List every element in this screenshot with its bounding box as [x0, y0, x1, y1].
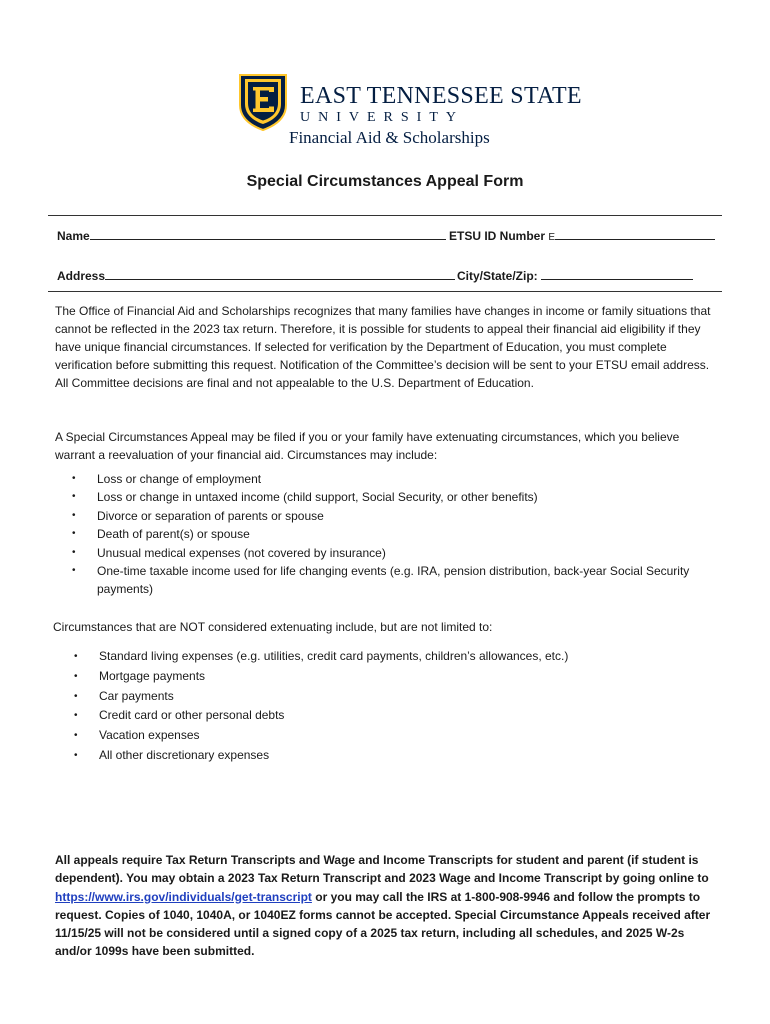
list-item: • Death of parent(s) or spouse — [72, 527, 250, 542]
appeal-paragraph: A Special Circumstances Appeal may be filed if you or your family have extenuating circumstances, which you believe warrant a reevaluation of your financial aid. Circumstances may include: — [55, 430, 680, 462]
etsu-logo — [238, 70, 582, 150]
university-name: EAST TENNESSEE STATE — [300, 83, 582, 109]
etsu-id-input-line[interactable] — [555, 228, 715, 240]
address-label: Address — [57, 269, 106, 283]
city-state-zip-label: City/State/Zip: — [457, 269, 538, 283]
list-item: • Standard living expenses (e.g. utilities, credit card payments, children’s allowances, etc.) — [74, 649, 569, 663]
list-item: • Car payments — [74, 688, 174, 703]
irs-transcript-link[interactable]: https://www.irs.gov/individuals/get-transcript — [55, 889, 312, 904]
department-name: Financial Aid & Scholarships — [289, 128, 490, 147]
city-state-zip-field[interactable] — [457, 268, 693, 283]
excluded-circumstances-list — [74, 647, 719, 766]
list-item: • One-time taxable income used for life changing events (e.g. IRA, pension distribution, back-year Social Security payments) — [72, 564, 690, 597]
list-item: • Unusual medical expenses (not covered by insurance) — [72, 545, 386, 560]
note-text-after-link: or you may call the IRS at 1-800-908-9946 and follow the prompts to request. Copies of 1040, 1040A, or 1040EZ forms cannot be accepted. Special Circumstance Appeals received after 11/15/25 will not be considered until a signed copy of a 2025 tax return, including all schedules, and 2025 W-2s and/or 1099s have been submitted. — [55, 889, 711, 959]
form-title: Special Circumstances Appeal Form — [246, 173, 524, 190]
list-item: • Vacation expenses — [74, 728, 200, 743]
list-item: • Divorce or separation of parents or spouse — [72, 508, 324, 523]
intro-paragraph: The Office of Financial Aid and Scholarships recognizes that many families have changes in income or family situations that cannot be reflected in the 2023 tax return. Therefore, it is possible for students to appeal their financial aid eligibility if they have unique financial circumstances. If selected for verification by the Department of Education, you must complete verification before submitting this request. Notification of the Committee’s decision will be sent to your ETSU email address. All Committee decisions are final and not appealable to the U.S. Department of Education. — [55, 304, 711, 390]
name-input-line[interactable] — [90, 228, 446, 240]
not-extenuating-intro: Circumstances that are NOT considered extenuating include, but are not limited to: — [53, 620, 493, 634]
etsu-id-label: ETSU ID Number — [449, 229, 546, 243]
list-item: • All other discretionary expenses — [74, 747, 270, 762]
list-item: • Loss or change in untaxed income (child support, Social Security, or other benefits) — [72, 490, 538, 505]
name-field[interactable] — [57, 228, 446, 243]
etsu-id-prefix: E — [548, 232, 556, 243]
transcript-requirements-note — [55, 851, 720, 961]
etsu-id-field[interactable] — [449, 228, 715, 243]
list-item: • Mortgage payments — [74, 668, 206, 683]
etsu-shield-icon — [238, 73, 288, 131]
address-input-line[interactable] — [105, 268, 455, 280]
list-item: • Loss or change of employment — [72, 472, 262, 486]
university-subtitle: UNIVERSITY — [300, 110, 464, 125]
address-field[interactable] — [57, 268, 455, 283]
city-state-zip-input-line[interactable] — [541, 268, 693, 280]
list-item: • Credit card or other personal debts — [74, 708, 285, 723]
name-label: Name — [57, 229, 90, 243]
included-circumstances-list — [72, 470, 722, 599]
note-text-before-link: All appeals require Tax Return Transcripts and Wage and Income Transcripts for student and parent (if student is dependent). You may obtain a 2023 Tax Return Transcript and 2023 Wage and Income Transcript by going online to — [55, 853, 709, 886]
